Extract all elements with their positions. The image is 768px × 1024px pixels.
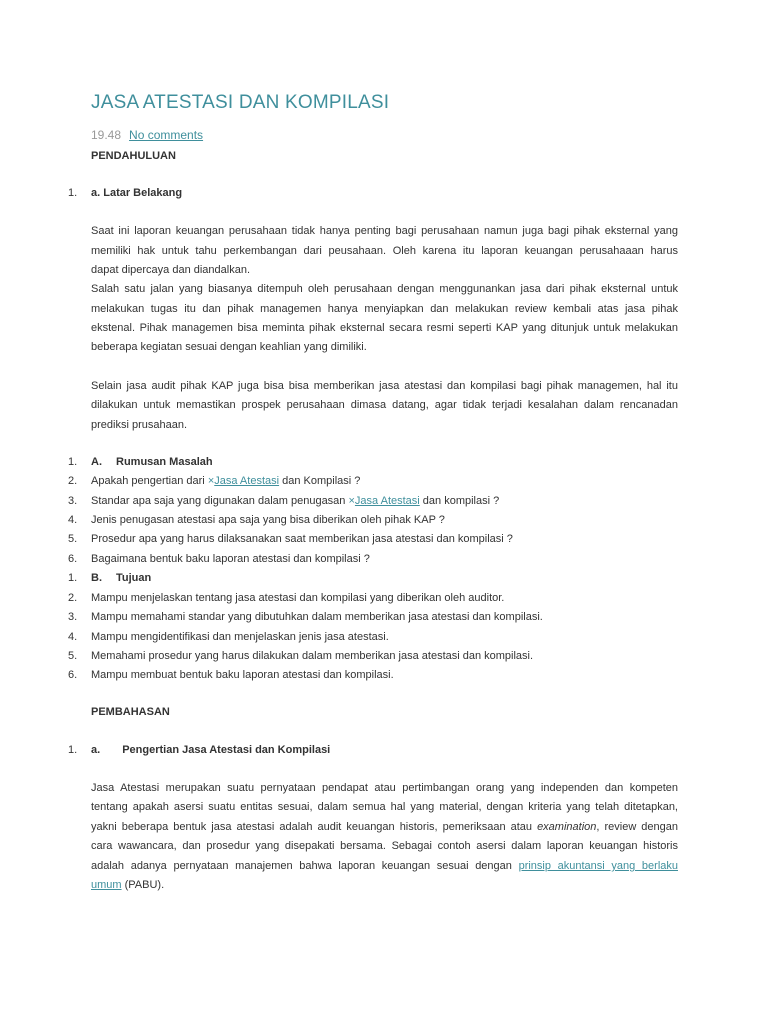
list-number: 1. [68,187,78,199]
list-item-text: Apakah pengertian dari [91,475,208,487]
paragraph-line: dilakukan untuk memastikan prospek perusahaan dimasa datang, agar tidak terjadi kesalahan dalam rencanadan [91,399,678,411]
list-item: Mampu mengidentifikasi dan menjelaskan jenis jasa atestasi. [91,631,389,643]
subheading-letter: a. [91,744,101,756]
list-item: Memahami prosedur yang harus dilakukan dalam memberikan jasa atestasi dan kompilasi. [91,650,534,662]
paragraph-line: cara wawancara, dan prosedur yang disepakati bersama. Sebagai contoh asersi dalam laporan keuangan historis [91,840,678,852]
comments-link[interactable]: No comments [129,128,204,142]
subheading-pengertian [91,743,678,757]
paragraph-line: memiliki hak untuk tahu perkembangan dari peusahaan. Oleh karena itu laporan keuangan perusahaaan harus [91,245,678,257]
subheading-rumusan-masalah [91,455,678,469]
list-item: Mampu memahami standar yang dibutuhkan dalam memberikan jasa atestasi dan kompilasi. [91,611,543,623]
list-number: 1. [68,572,78,584]
pabu-link-continued[interactable]: umum [91,879,122,891]
paragraph-text: , review dengan [596,821,678,833]
paragraph-line [91,820,678,834]
list-number: 3. [68,495,78,507]
list-number: 4. [68,514,78,526]
list-number: 1. [68,744,78,756]
jasa-atestasi-link[interactable]: Jasa Atestasi [354,495,420,507]
list-number: 2. [68,475,78,487]
close-icon: × [348,495,355,507]
close-icon: × [207,475,215,487]
paragraph-line: tentang apakah asersi suatu entitas sesuai, dalam semua hal yang material, dengan kriteria yang telah ditetapkan, [91,801,678,813]
subheading-label: Rumusan Masalah [116,456,213,468]
list-item: Bagaimana bentuk baku laporan atestasi dan kompilasi ? [91,553,370,565]
paragraph-line: beberapa kegiatan sesuai dengan keahlian yang dimiliki. [91,341,367,353]
pabu-link[interactable]: prinsip akuntansi yang berlaku [518,860,678,872]
paragraph-line: Jasa Atestasi merupakan suatu pernyataan pendapat atau pertimbangan orang yang independen dan kompeten [91,782,678,794]
subheading-letter: B. [91,572,102,584]
list-number: 3. [68,611,78,623]
paragraph-text: adalah adanya pernyataan manajemen bahwa laporan keuangan sesuai dengan [91,860,519,872]
list-item [91,474,678,488]
post-title: JASA ATESTASI DAN KOMPILASI [91,92,390,113]
section-heading-pembahasan: PEMBAHASAN [91,706,170,718]
list-item-text: Standar apa saja yang digunakan dalam penugasan [91,495,349,507]
list-number: 6. [68,669,78,681]
list-item-text: dan kompilasi ? [419,495,500,507]
paragraph-line [91,859,678,873]
paragraph-text: yakni beberapa bentuk jasa atestasi adalah audit keuangan historis, pemeriksaan atau [91,821,538,833]
subheading-label: Pengertian Jasa Atestasi dan Kompilasi [122,744,331,756]
list-number: 6. [68,553,78,565]
paragraph-line: dapat dipercaya dan diandalkan. [91,264,251,276]
jasa-atestasi-link[interactable]: Jasa Atestasi [214,475,280,487]
emphasis-text: examination [537,821,597,833]
list-number: 2. [68,592,78,604]
list-item: Jenis penugasan atestasi apa saja yang bisa diberikan oleh pihak KAP ? [91,514,445,526]
subheading-label: Tujuan [116,572,152,584]
list-item: Prosedur apa yang harus dilaksanakan saat memberikan jasa atestasi dan kompilasi ? [91,533,513,545]
subheading-tujuan [91,571,678,585]
list-number: 1. [68,456,78,468]
paragraph-line: Saat ini laporan keuangan perusahaan tidak hanya penting bagi perusahaan namun juga bagi pihak eksternal yang [91,225,678,237]
paragraph-line: ekstenal. Pihak managemen bisa meminta pihak eksternal secara resmi seperti KAP yang ditunjuk untuk melakukan [91,322,678,334]
list-item: Mampu membuat bentuk baku laporan atestasi dan kompilasi. [91,669,394,681]
list-item-text: dan Kompilasi ? [279,475,361,487]
subheading-letter: A. [91,456,102,468]
post-meta [91,128,203,142]
list-number: 5. [68,650,78,662]
paragraph-line: melakukan tugas itu dan pihak managemen hanya menyiapkan dan melakukan review kembali atas jasa pihak [91,303,678,315]
list-number: 5. [68,533,78,545]
paragraph-text: (PABU). [121,879,165,891]
paragraph-line: Selain jasa audit pihak KAP juga bisa bisa memberikan jasa atestasi dan kompilasi bagi pihak managemen, hal itu [91,380,678,392]
list-item [91,494,678,508]
post-time: 19.48 [91,128,122,142]
paragraph-line: prediksi prusahaan. [91,419,188,431]
section-heading-pendahuluan: PENDAHULUAN [91,150,176,162]
list-number: 4. [68,631,78,643]
list-item: Mampu menjelaskan tentang jasa atestasi dan kompilasi yang diberikan oleh auditor. [91,592,505,604]
subheading-latar-belakang: a. Latar Belakang [91,187,183,199]
paragraph-line: Salah satu jalan yang biasanya ditempuh oleh perusahaan dengan menggunankan jasa dari pihak eksternal untuk [91,283,678,295]
paragraph-line [91,878,678,892]
